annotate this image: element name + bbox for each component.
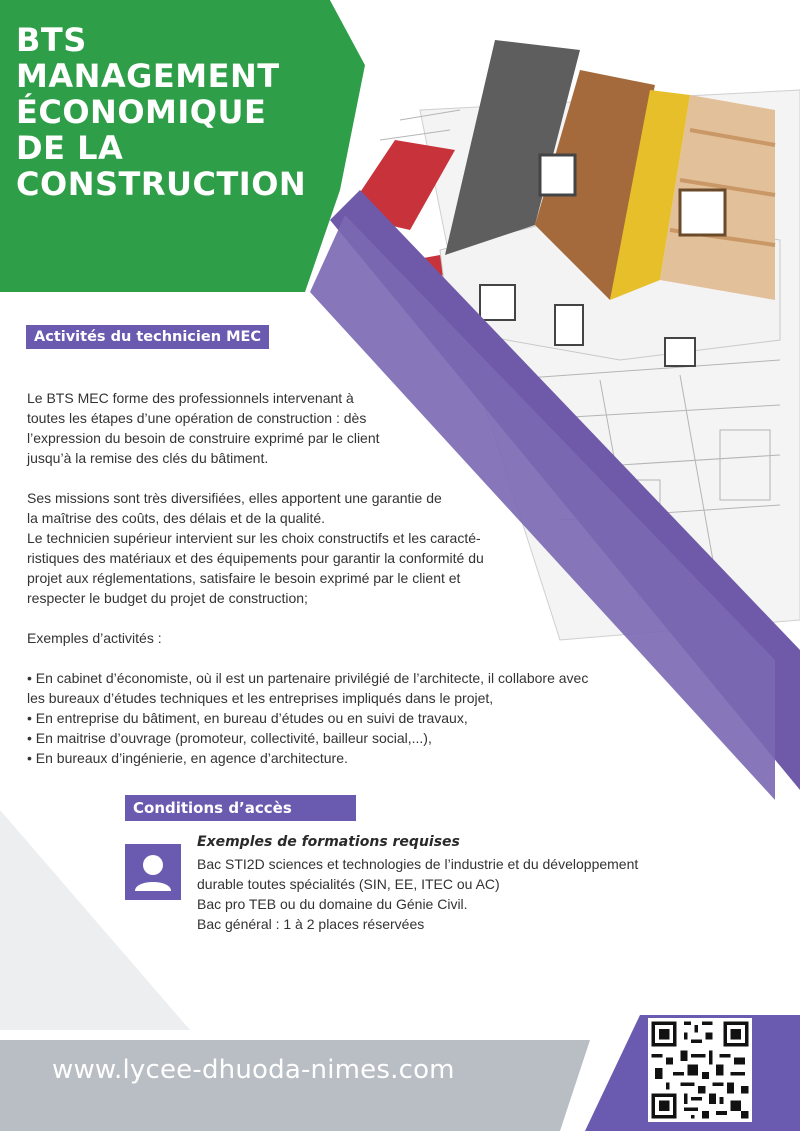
- text-line: projet aux réglementations, satisfaire le besoin exprimé par le client et: [27, 570, 461, 586]
- list-item: les bureaux d’études techniques et les entreprises impliqués dans le projet,: [27, 690, 494, 706]
- text-line: la maîtrise des coûts, des délais et de la qualité.: [27, 510, 326, 526]
- text-line: l’expression du besoin de construire exprimé par le client: [27, 430, 380, 446]
- text-line: toutes les étapes d’une opération de construction : dès: [27, 410, 367, 426]
- gray-triangle: [0, 810, 190, 1030]
- title-line: DE LA: [16, 129, 124, 167]
- list-item: durable toutes spécialités (SIN, EE, ITEC ou AC): [197, 876, 500, 892]
- requirements-list: [197, 854, 638, 934]
- text-line: Ses missions sont très diversifiées, elles apportent une garantie de: [27, 490, 442, 506]
- examples-heading: Exemples d’activités :: [27, 630, 162, 646]
- list-item: Bac général : 1 à 2 places réservées: [197, 916, 425, 932]
- list-item: • En maitrise d’ouvrage (promoteur, collectivité, bailleur social,...),: [27, 730, 432, 746]
- list-item: Bac pro TEB ou du domaine du Génie Civil.: [197, 896, 468, 912]
- intro-paragraph: [27, 388, 380, 468]
- title-line: BTS: [16, 21, 87, 59]
- page-title: [16, 22, 346, 202]
- qr-code[interactable]: [648, 1018, 752, 1122]
- title-line: CONSTRUCTION: [16, 165, 307, 203]
- access-section-label: Conditions d’accès: [125, 795, 356, 821]
- missions-paragraph: [27, 488, 484, 608]
- list-item: Bac STI2D sciences et technologies de l’industrie et du développement: [197, 856, 639, 872]
- text-line: jusqu’à la remise des clés du bâtiment.: [27, 450, 269, 466]
- text-line: ristiques des matériaux et des équipements pour garantir la conformité du: [27, 550, 484, 566]
- list-item: • En entreprise du bâtiment, en bureau d’études ou en suivi de travaux,: [27, 710, 468, 726]
- website-link[interactable]: www.lycee-dhuoda-nimes.com: [52, 1055, 455, 1085]
- activities-section-label: Activités du technicien MEC: [26, 325, 269, 349]
- user-icon-box: [125, 844, 181, 900]
- user-icon: [125, 844, 181, 900]
- text-line: respecter le budget du projet de construction;: [27, 590, 308, 606]
- examples-list: [27, 668, 588, 768]
- text-line: Le technicien supérieur intervient sur les choix constructifs et les caracté-: [27, 530, 481, 546]
- title-line: MANAGEMENT: [16, 57, 280, 95]
- list-item: • En bureaux d’ingénierie, en agence d’architecture.: [27, 750, 348, 766]
- title-line: ÉCONOMIQUE: [16, 93, 267, 131]
- requirements-title: Exemples de formations requises: [197, 834, 460, 850]
- text-line: Le BTS MEC forme des professionnels intervenant à: [27, 390, 354, 406]
- gray-band: [0, 1040, 590, 1131]
- list-item: • En cabinet d’économiste, où il est un partenaire privilégié de l’architecte, il collabore avec: [27, 670, 589, 686]
